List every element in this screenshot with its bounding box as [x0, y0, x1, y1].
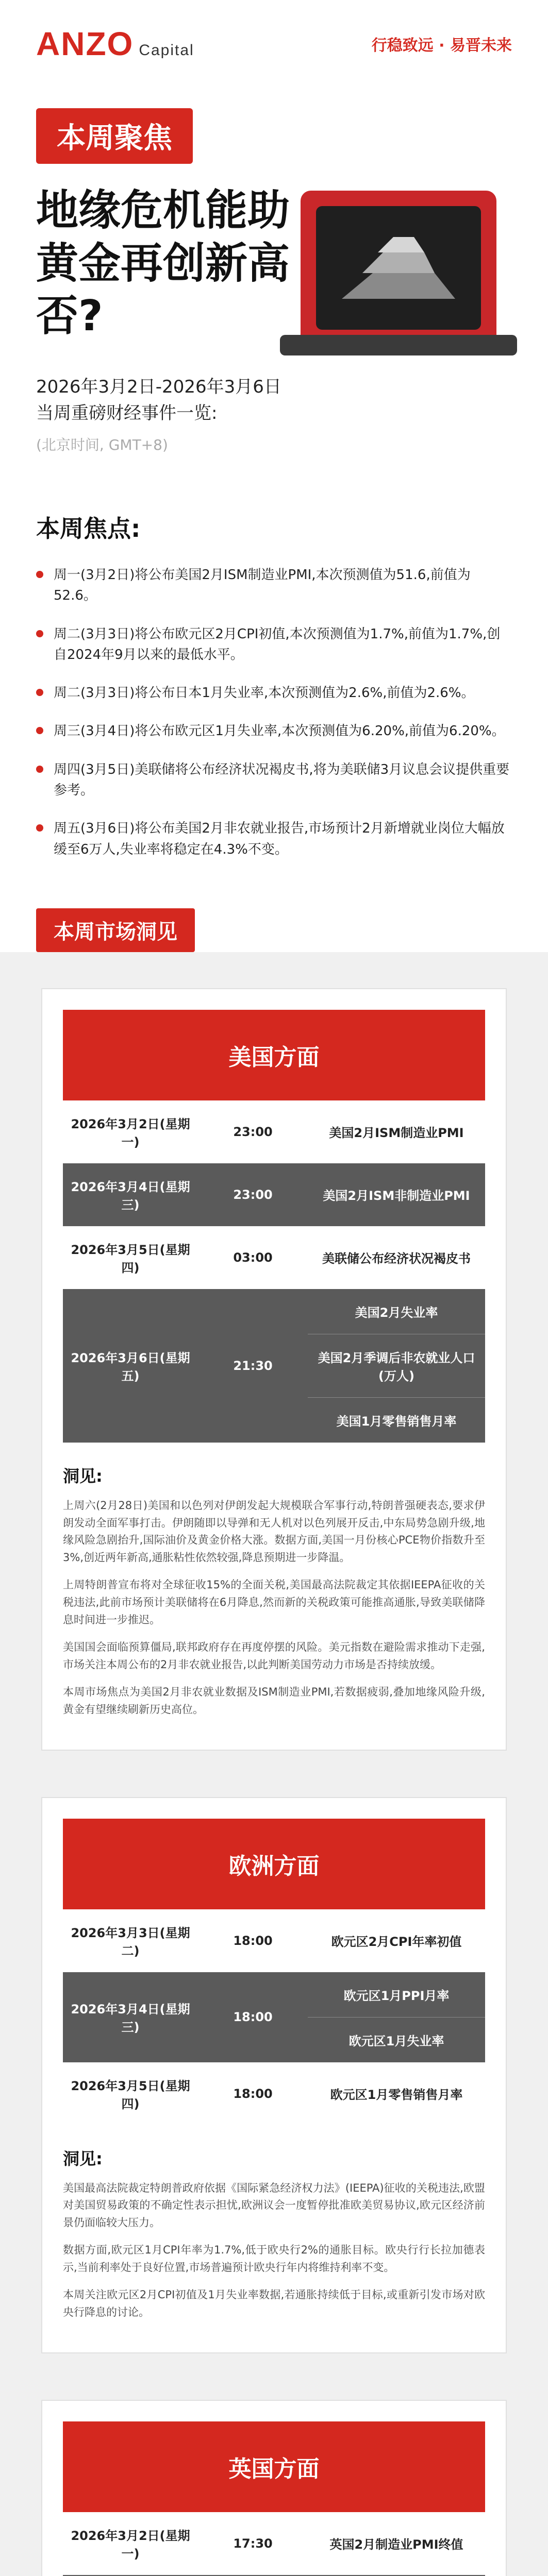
- table-row: 2026年3月2日(星期一) 23:00 美国2月ISM制造业PMI: [63, 1100, 485, 1163]
- event-table: [63, 2512, 485, 2576]
- hero: [0, 88, 548, 510]
- analysis-title: 洞见:: [63, 1466, 103, 1486]
- point-item: 周二(3月3日)将公布日本1月失业率,本次预测值为2.6%,前值为2.6%。: [36, 683, 512, 703]
- top-bar: [0, 0, 548, 88]
- panel-uk: [41, 2400, 507, 2576]
- table-row: 2026年3月4日(星期三) 18:00 欧元区1月PPI月率 欧元区1月失业率: [63, 1972, 485, 2062]
- point-item: 周五(3月6日)将公布美国2月非农就业报告,市场预计2月新增就业岗位大幅放缓至6万人,失业率将稳定在4.3%不变。: [36, 818, 512, 860]
- bullet-icon: [36, 630, 43, 637]
- analysis-paragraph: 数据方面,欧元区1月CPI年率为1.7%,低于欧央行2%的通胀目标。欧央行行长拉加德表示,当前利率处于良好位置,市场普遍预计欧央行年内将维持利率不变。: [63, 2244, 485, 2274]
- weekly-points: [0, 510, 548, 860]
- brand-logo: [36, 25, 194, 63]
- hero-badge: 本周聚焦: [36, 108, 193, 164]
- panel-title: 英国方面: [63, 2421, 485, 2512]
- table-row: 2026年3月6日(星期五) 21:30 美国2月失业率 美国2月季调后非农就业人口(万人) 美国1月零售销售月率: [63, 1289, 485, 1443]
- table-row: 2026年3月2日(星期一) 17:30 英国2月制造业PMI终值: [63, 2512, 485, 2575]
- analysis-title: 洞见:: [63, 2148, 103, 2168]
- hero-dates-sub: 当周重磅财经事件一览:: [36, 402, 218, 423]
- hero-dates-range: 2026年3月2日-2026年3月6日: [36, 376, 281, 397]
- bullet-icon: [36, 824, 43, 832]
- panel-title: 欧洲方面: [63, 1819, 485, 1909]
- bullet-icon: [36, 571, 43, 578]
- table-row: 2026年3月5日(星期四) 18:00 欧元区1月零售销售月率: [63, 2062, 485, 2125]
- analysis: [63, 2146, 485, 2321]
- hero-timezone: (北京时间, GMT+8): [36, 436, 168, 453]
- point-item: 周三(3月4日)将公布欧元区1月失业率,本次预测值为6.20%,前值为6.20%。: [36, 721, 512, 741]
- analysis-paragraph: 美国国会面临预算僵局,联邦政府存在再度停摆的风险。美元指数在避险需求推动下走强,市场关注本周公布的2月非农就业报告,以此判断美国劳动力市场是否持续放缓。: [63, 1641, 485, 1671]
- bullet-icon: [36, 727, 43, 734]
- analysis-paragraph: 本周关注欧元区2月CPI初值及1月失业率数据,若通胀持续低于目标,或重新引发市场对欧央行降息的讨论。: [63, 2289, 485, 2319]
- panel-title: 美国方面: [63, 1010, 485, 1100]
- analysis-paragraph: 本周市场焦点为美国2月非农就业数据及ISM制造业PMI,若数据疲弱,叠加地缘风险升级,黄金有望继续刷新历史高位。: [63, 1686, 485, 1716]
- analysis-paragraph: 美国最高法院裁定特朗普政府依据《国际紧急经济权力法》(IEEPA)征收的关税违法,欧盟对美国贸易政策的不确定性表示担忧,欧洲议会一度暂停批准欧美贸易协议,欧元区经济前景仍面临较大压力。: [63, 2181, 485, 2229]
- panel-eu: [41, 1797, 507, 2353]
- analysis: [63, 1463, 485, 1719]
- gold-bars-icon: [270, 129, 527, 397]
- table-row: 2026年3月4日(星期三) 23:00 美国2月ISM非制造业PMI: [63, 1163, 485, 1226]
- tagline: 行稳致远 · 易晋未来: [371, 37, 512, 55]
- panel-us: [41, 988, 507, 1751]
- hero-title: 地缘危机能助黄金再创新高否?: [36, 186, 290, 341]
- logo-main: ANZO: [36, 25, 134, 62]
- event-table: [63, 1909, 485, 2125]
- point-item: 周二(3月3日)将公布欧元区2月CPI初值,本次预测值为1.7%,前值为1.7%,创自2024年9月以来的最低水平。: [36, 624, 512, 666]
- event-table: [63, 1100, 485, 1443]
- analysis-paragraph: 上周六(2月28日)美国和以色列对伊朗发起大规模联合军事行动,特朗普强硬表态,要求伊朗发动全面军事打击。伊朗随即以导弹和无人机对以色列展开反击,中东局势急剧升级,地缘风险急剧抬升,国际油价及黄金价格大涨。数据方面,美国一月份核心PCE物价指数升至3%,创近两年新高,通胀粘性依然较强,降息预期进一步降温。: [63, 1499, 485, 1564]
- logo-sub: Capital: [139, 42, 194, 59]
- points-title: 本周焦点:: [36, 515, 141, 543]
- market-insights: [0, 952, 548, 2576]
- point-item: 周四(3月5日)美联储将公布经济状况褐皮书,将为美联储3月议息会议提供重要参考。: [36, 759, 512, 801]
- bullet-icon: [36, 689, 43, 696]
- table-row: 2026年3月3日(星期二) 18:00 欧元区2月CPI年率初值: [63, 1909, 485, 1972]
- analysis-paragraph: 上周特朗普宣布将对全球征收15%的全面关税,美国最高法院裁定其依据IEEPA征收的关税违法,此前市场预计美联储将在6月降息,然而新的关税政策可能推高通胀,导致美联储降息时间进一步推迟。: [63, 1579, 485, 1626]
- point-item: 周一(3月2日)将公布美国2月ISM制造业PMI,本次预测值为51.6,前值为52.6。: [36, 565, 512, 606]
- section-label: 本周市场洞见: [36, 908, 195, 952]
- bullet-icon: [36, 766, 43, 773]
- table-row: 2026年3月5日(星期四) 03:00 美联储公布经济状况褐皮书: [63, 1226, 485, 1289]
